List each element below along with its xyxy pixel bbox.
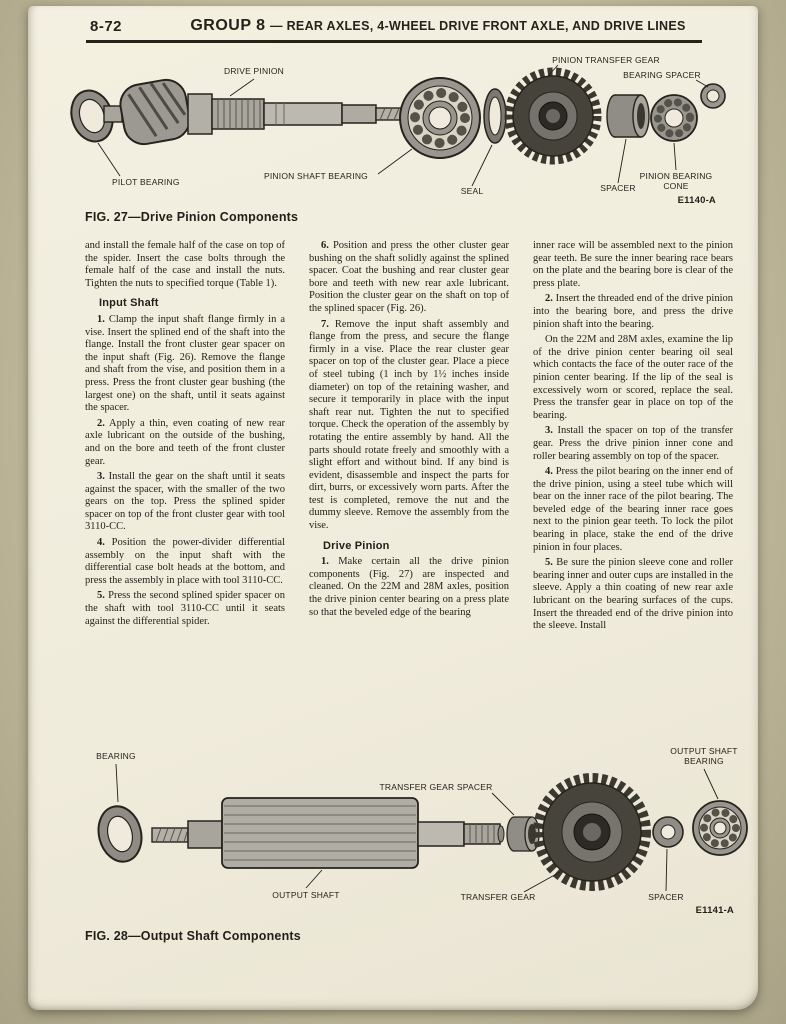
fig27-code: E1140-A	[677, 195, 716, 206]
step-number: 6.	[321, 240, 329, 251]
drive-pinion-label: DRIVE PINION	[223, 66, 285, 76]
output-shaft-label: OUTPUT SHAFT	[272, 890, 340, 900]
label-pinion-shaft-bearing	[264, 149, 412, 181]
fig27-drawing	[58, 52, 730, 207]
step-number: 3.	[545, 425, 553, 437]
output-shaft-part	[152, 798, 504, 868]
section-heading-input-shaft: Input Shaft	[99, 297, 159, 310]
step-text: Position the power-divider differential assembly on the input shaft with the differential case bolt heads at the bottom, and press the assembly in place with tool 3110-CC.	[85, 537, 286, 586]
header-rule	[86, 40, 702, 43]
fig28-drawing	[68, 742, 758, 917]
step-paragraph	[85, 537, 285, 587]
pinion-transfer-gear-part	[509, 72, 597, 160]
step-paragraph	[309, 240, 509, 316]
step-number: 5.	[545, 557, 553, 569]
paragraph-text: and install the female half of the case on top of the spider. Insert the case bolts through the female half of the case and install the nuts. Tighten the nuts to specified torque (Table 1).	[85, 240, 285, 289]
step-number: 5.	[97, 590, 105, 602]
leader-line	[116, 764, 118, 802]
label-spacer	[648, 849, 684, 902]
spacer-label: SPACER	[648, 892, 684, 902]
output-shaft-bearing-label-1: OUTPUT SHAFT	[670, 746, 738, 756]
drive-pinion-part	[104, 77, 418, 148]
leader-line	[666, 849, 667, 891]
step-paragraph	[309, 556, 509, 619]
group-label: GROUP 8	[190, 17, 266, 34]
fig28-caption: FIG. 28—Output Shaft Components	[85, 929, 301, 943]
step-text: Clamp the input shaft flange firmly in a vise. Insert the splined end of the shaft into the flange. Install the front cluster gear spacer on the input shaft (Fig. 26). Remove the flange and shaft from the vise, and position them in a press. Press the front cluster gear bushing (the largest one) on the shaft, until it seats against the spacer.	[85, 313, 285, 414]
step-text: Press the second splined spider spacer on the shaft with tool 3110-CC until it seats against the differential spider.	[85, 590, 286, 627]
leader-line	[230, 79, 254, 96]
spacer-part	[607, 95, 649, 137]
page-title	[158, 17, 718, 35]
step-number: 2.	[97, 417, 105, 429]
pinion-bearing-cone-label-2: CONE	[663, 181, 689, 191]
output-shaft-bearing-label-2: BEARING	[684, 756, 724, 766]
bearing-label: BEARING	[96, 751, 136, 761]
pinion-bearing-cone-part	[651, 95, 697, 141]
bearing-part	[93, 802, 147, 866]
transfer-gear-spacer-label: TRANSFER GEAR SPACER	[379, 782, 493, 792]
leader-line	[378, 149, 412, 174]
step-paragraph	[533, 425, 733, 463]
label-pinion-bearing-cone	[640, 143, 713, 191]
step-paragraph	[533, 466, 733, 554]
leader-line	[674, 143, 676, 170]
spacer-part	[653, 817, 683, 847]
pinion-shaft-bearing-part	[400, 78, 480, 158]
leader-line	[524, 872, 560, 892]
output-shaft-bearing-part	[693, 801, 747, 855]
column-1	[85, 240, 285, 636]
leader-line	[492, 793, 514, 815]
step-number: 1.	[97, 313, 105, 325]
pilot-bearing-label: PILOT BEARING	[112, 177, 180, 187]
step-text: Install the gear on the shaft until it seats against the spacer, with the smaller of the two gears on the top. Press the splined spider spacer on top of the front cluster gear with tool 3110-CC.	[85, 471, 285, 533]
paragraph-text: inner race will be assembled next to the pinion gear teeth. Be sure the inner bearing race bears on the plate and the bearing bore is clear of the press plate.	[533, 240, 733, 289]
step-text: Make certain all the drive pinion components (Fig. 27) are inspected and cleaned. On the 22M and 28M axles, position the drive pinion center bearing on a press plate so that the beveled edge of the bearing	[309, 556, 510, 618]
leader-line	[98, 143, 120, 176]
step-text: Remove the input shaft assembly and flange from the press, and secure the flange firmly in a vise. Place the rear cluster gear spacer on top of the cluster gear. Place a piece of steel tubing (1 inch by 1½ inches inside diameter) on top of the retaining washer, and secure it temporarily in place with the input shaft rear nut. Tighten the nut to specified torque. Check the operation of the assembly by rotating the entire assembly by hand. All the parts should rotate freely and smoothly with a slight effort and without bind. If any bind is evident, disassemble and inspect the parts for dirt, burrs, or excessively worn parts. After the test is completed, remove the nut and the dummy sleeve. Remove the assembly from the vise.	[309, 318, 509, 532]
step-text: Apply a thin, even coating of new rear axle lubricant on the outside of the bushing, and on the bore and teeth of the front cluster gear.	[85, 417, 286, 467]
step-text: Position and press the other cluster gear bushing on the shaft solidly against the splined spacer. Coat the bushing and rear cluster gear bore and teeth with new rear axle lubricant. Position the cluster gear on the shaft on top of the splined spacer (Fig. 26).	[309, 240, 510, 314]
label-output-shaft-bearing	[670, 746, 737, 799]
step-number: 1.	[321, 556, 329, 568]
step-text: Press the pilot bearing on the inner end of the drive pinion, using a steel tube which will bear on the inner race of the pilot bearing. The beveled edge of the bearing inner race goes next to the pinion gear teeth. To lock the pilot bearing in place, stake the end of the drive pinion in four places.	[533, 466, 733, 553]
page-surface	[28, 6, 758, 1010]
label-pilot-bearing	[98, 143, 180, 187]
step-paragraph	[85, 418, 285, 468]
paragraph	[85, 240, 285, 290]
label-bearing	[96, 751, 136, 802]
section-heading-drive-pinion: Drive Pinion	[323, 539, 390, 552]
leader-line	[696, 80, 708, 87]
paragraph-text: On the 22M and 28M axles, examine the lip of the drive pinion center bearing oil seal which contacts the face of the outer race of the pinion center bearing. If the lip of the seal is excessively worn or scored, replace the seal. Press the transfer gear in place on top of the bearing.	[533, 334, 733, 421]
paragraph	[533, 334, 733, 422]
label-drive-pinion	[224, 66, 284, 96]
step-paragraph	[85, 471, 285, 534]
column-2	[309, 240, 509, 636]
pinion-shaft-bearing-label: PINION SHAFT BEARING	[264, 171, 368, 181]
seal-label: SEAL	[460, 186, 484, 196]
leader-line	[472, 145, 492, 186]
spacer-label: SPACER	[600, 183, 636, 193]
label-output-shaft	[272, 870, 339, 900]
label-transfer-gear	[461, 872, 560, 902]
paragraph	[533, 240, 733, 290]
column-3	[533, 240, 733, 636]
step-paragraph	[85, 314, 285, 415]
step-number: 7.	[321, 318, 329, 330]
leader-line	[306, 870, 322, 888]
label-seal	[461, 145, 492, 196]
step-paragraph	[309, 319, 509, 533]
step-text: Install the spacer on top of the transfer gear. Press the drive pinion inner cone and roller bearing assembly on top of the spacer.	[533, 425, 733, 462]
step-paragraph	[85, 590, 285, 628]
seal-part	[484, 89, 506, 143]
group-title-rest: — REAR AXLES, 4-WHEEL DRIVE FRONT AXLE, AND DRIVE LINES	[270, 19, 686, 33]
label-bearing-spacer	[623, 70, 708, 87]
step-number: 3.	[97, 471, 105, 483]
label-spacer	[600, 139, 636, 193]
page-number: 8-72	[90, 18, 123, 35]
fig27-caption: FIG. 27—Drive Pinion Components	[85, 210, 299, 224]
step-paragraph	[533, 557, 733, 633]
fig28-code: E1141-A	[695, 905, 734, 916]
step-number: 4.	[97, 537, 105, 549]
step-number: 2.	[545, 293, 553, 305]
step-number: 4.	[545, 466, 553, 478]
text-columns	[85, 240, 733, 636]
step-paragraph	[533, 293, 733, 331]
bearing-spacer-part	[701, 84, 725, 108]
step-text: Insert the threaded end of the drive pinion into the bearing bore, and press the drive pinion shaft into the bearing.	[533, 293, 733, 330]
transfer-gear-part	[538, 778, 646, 886]
bearing-spacer-label: BEARING SPACER	[623, 70, 701, 80]
fig27-illustration	[58, 52, 730, 212]
leader-line	[618, 139, 626, 183]
fig28-illustration	[68, 742, 758, 922]
pinion-transfer-gear-label: PINION TRANSFER GEAR	[552, 55, 660, 65]
leader-line	[704, 769, 718, 799]
pinion-bearing-cone-label-1: PINION BEARING	[639, 171, 713, 181]
transfer-gear-label: TRANSFER GEAR	[460, 892, 536, 902]
step-text: Be sure the pinion sleeve cone and roller bearing inner and outer cups are installed in the sleeve. Apply a thin coating of new rear axle lubricant on the bearing surfaces of the cups. Insert the threaded end of the drive pinion into the sleeve. Install	[533, 557, 733, 632]
